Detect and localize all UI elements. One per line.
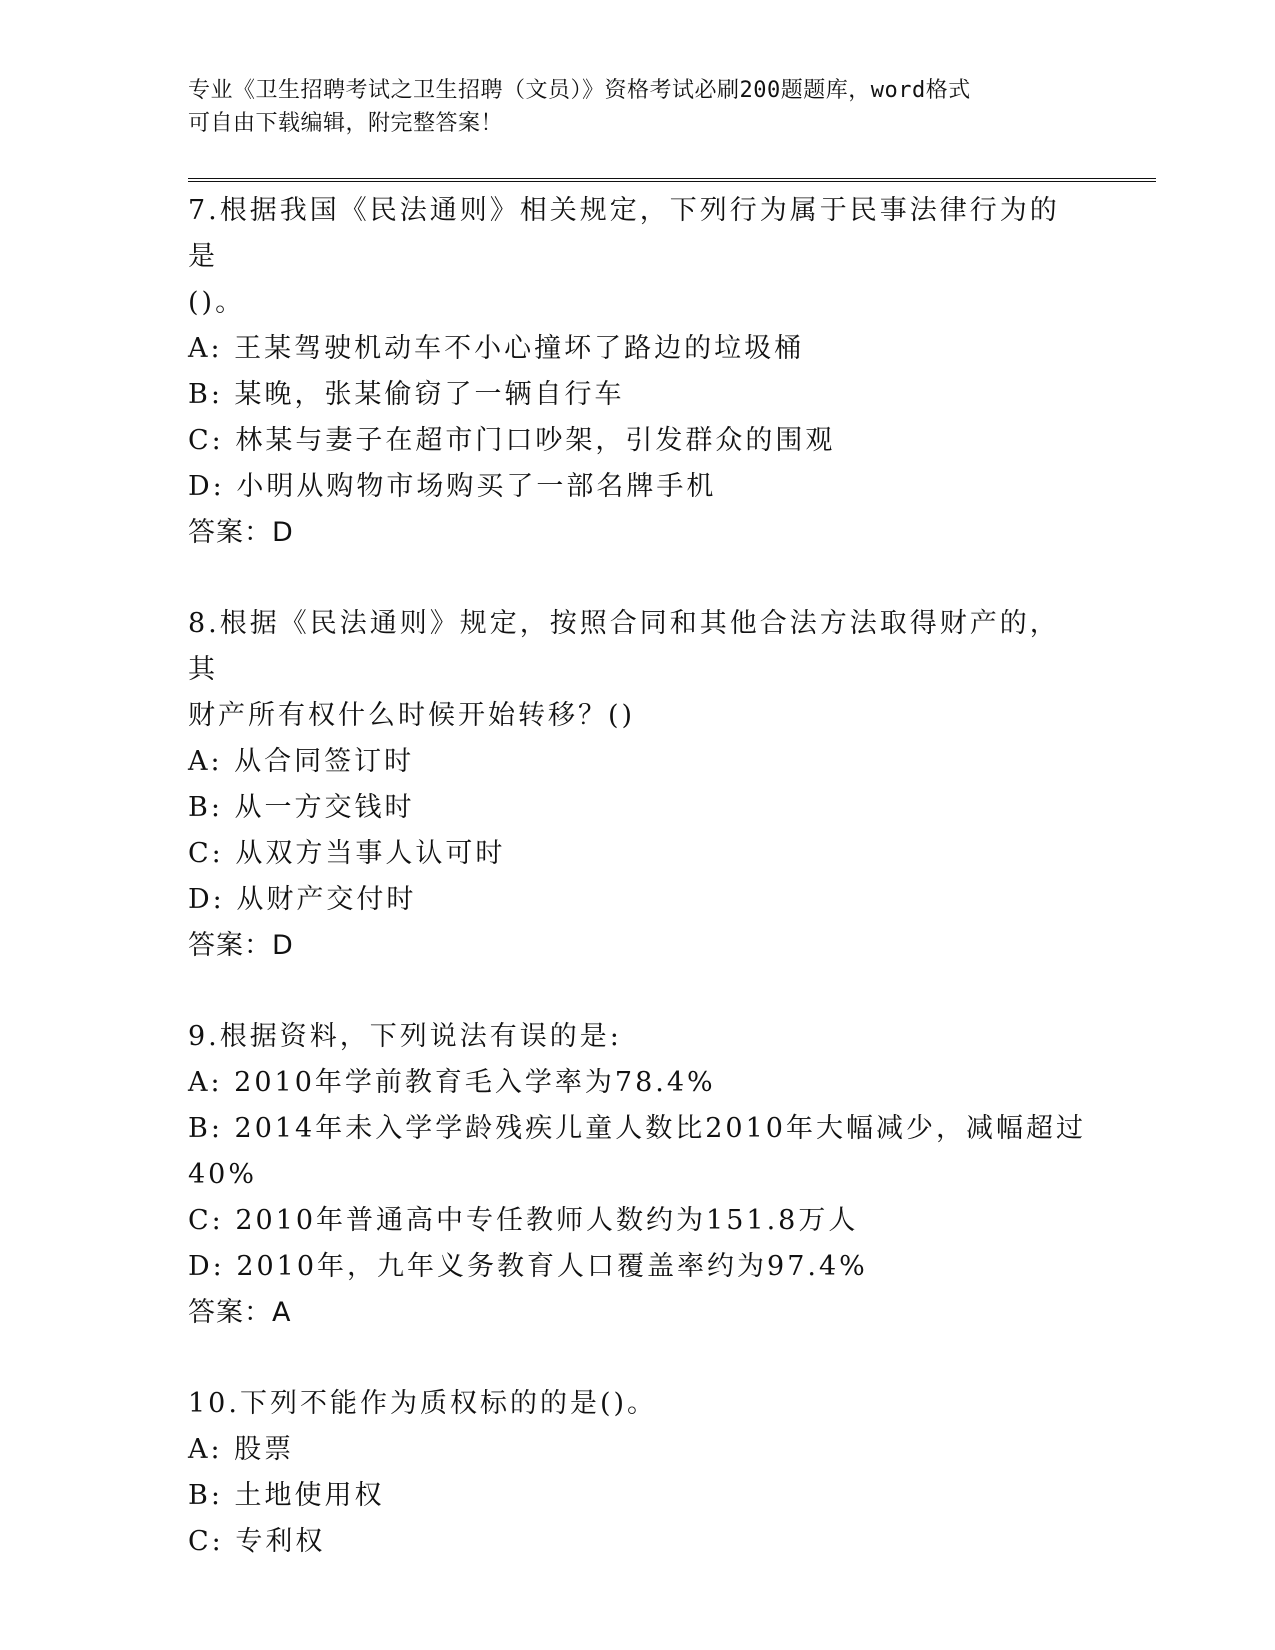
option-b: B: 2014年未入学学龄残疾儿童人数比2010年大幅减少，减幅超过 (188, 1113, 1086, 1144)
option-c: C: 从双方当事人认可时 (188, 838, 506, 869)
question-8 (188, 601, 1088, 969)
question-stem: 7.根据我国《民法通则》相关规定，下列行为属于民事法律行为的是 (188, 195, 1060, 272)
question-stem: 9.根据资料，下列说法有误的是: (188, 1021, 622, 1052)
question-stem-continued: 财产所有权什么时候开始转移？() (188, 700, 636, 731)
question-7 (188, 188, 1088, 556)
header-divider (188, 178, 1156, 182)
option-a: A: 王某驾驶机动车不小心撞坏了路边的垃圾桶 (188, 333, 805, 364)
question-9 (188, 1014, 1088, 1336)
option-b: B: 土地使用权 (188, 1480, 385, 1511)
question-stem: 10.下列不能作为质权标的的是()。 (188, 1388, 658, 1419)
option-a: A: 从合同签订时 (188, 746, 415, 777)
question-stem: 8.根据《民法通则》规定，按照合同和其他合法方法取得财产的，其 (188, 608, 1060, 685)
option-d: D: 小明从购物市场购买了一部名牌手机 (188, 471, 717, 502)
question-stem-continued: ()。 (188, 287, 246, 318)
header-line-2: 可自由下载编辑，附完整答案！ (188, 111, 504, 136)
option-b-continued: 40% (188, 1159, 258, 1190)
option-b: B: 从一方交钱时 (188, 792, 415, 823)
option-a: A: 股票 (188, 1434, 295, 1465)
answer-line: 答案：A (188, 1297, 292, 1328)
question-list (188, 188, 1088, 1610)
option-c: C: 2010年普通高中专任教师人数约为151.8万人 (188, 1205, 859, 1236)
answer-line: 答案：D (188, 930, 294, 961)
option-b: B: 某晚，张某偷窃了一辆自行车 (188, 379, 625, 410)
question-10 (188, 1381, 1088, 1565)
header-line-1: 专业《卫生招聘考试之卫生招聘（文员）》资格考试必刷200题题库，word格式 (188, 78, 971, 103)
option-c: C: 林某与妻子在超市门口吵架，引发群众的围观 (188, 425, 836, 456)
document-header (188, 74, 1088, 140)
answer-line: 答案：D (188, 517, 294, 548)
option-d: D: 2010年，九年义务教育人口覆盖率约为97.4% (188, 1251, 868, 1282)
option-a: A: 2010年学前教育毛入学率为78.4% (188, 1067, 716, 1098)
option-c: C: 专利权 (188, 1526, 326, 1557)
option-d: D: 从财产交付时 (188, 884, 417, 915)
